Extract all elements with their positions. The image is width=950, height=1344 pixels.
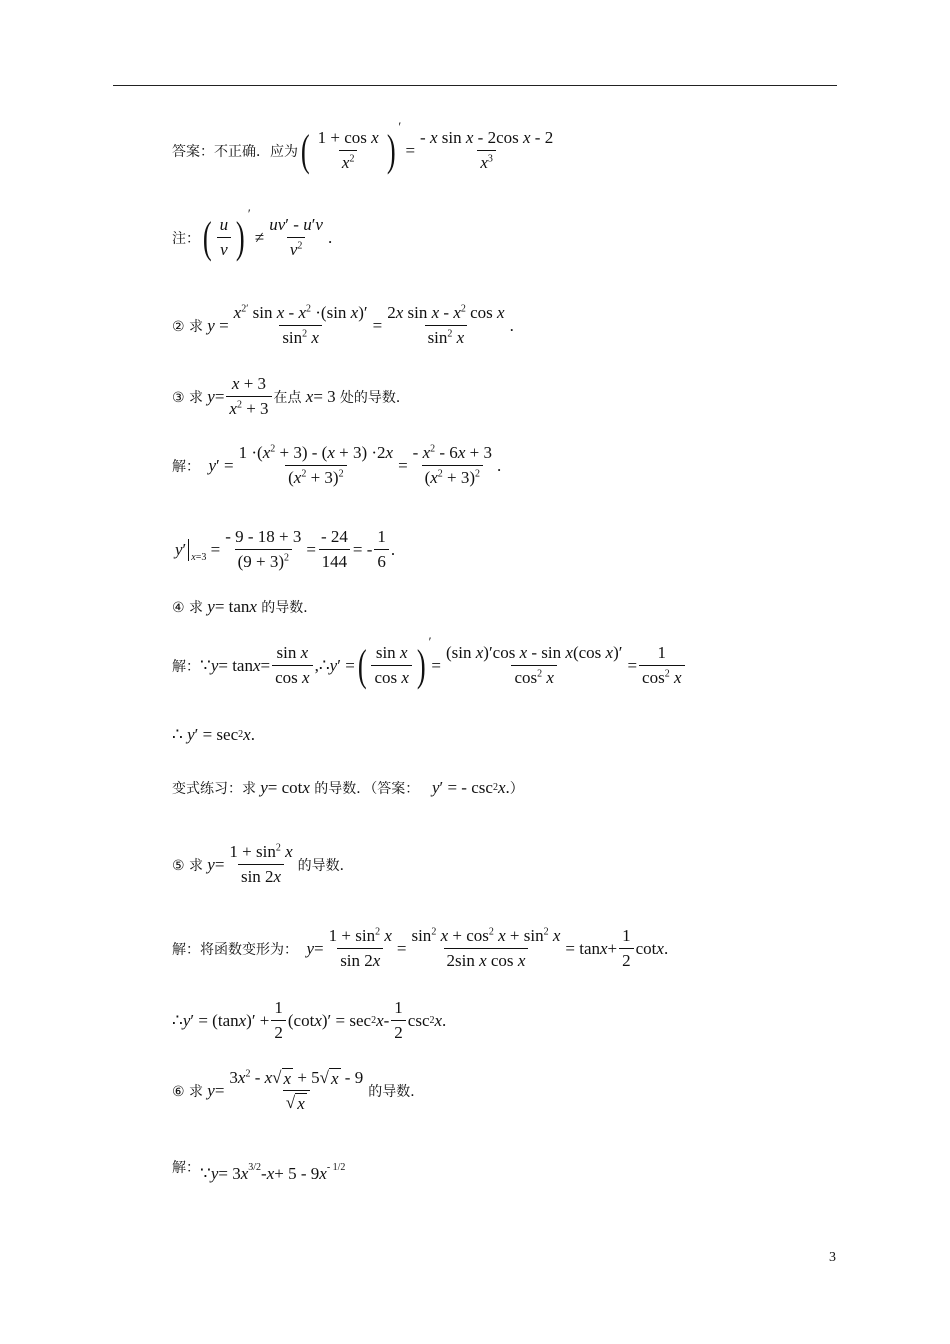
solution-4-line xyxy=(172,633,687,690)
problem-4-line: ④ 求 y = tan x 的导数． xyxy=(172,597,318,616)
formula-6: y ′ $_{x =3}$ = $\frac{- 9 - 18 + 3}{(9 + 3)^2}$ = $\frac{- 24}{144}$ = - $\frac{1}{6}$ . xyxy=(175,527,396,571)
formula-2: ( $\frac{u}{v}$ ) ′ ≠ $\frac{uv' - u'v}{v^2}$ . xyxy=(202,205,333,262)
formula-3: y = $\frac{x^{2'} \sin x - x^2 \cdot(\sin x)'}{\sin^2 x}$ = $\frac{2x \sin x - x^2 \cos x}{\sin^2 x}$ . xyxy=(207,303,514,347)
note-line xyxy=(172,205,333,262)
problem-6-label: ⑥ 求 xyxy=(172,1083,204,1100)
variant-line: 变式练习：求 y = cot x 的导数．（答案： y ′ = - csc 2 x . ） xyxy=(172,778,524,797)
solution-6-label: 解： xyxy=(172,1160,200,1176)
answer-line xyxy=(172,118,558,175)
problem-5-line: ⑤ 求 y = $\frac{1 + \sin^2 x}{\sin 2x}$ 的导数． xyxy=(172,842,354,886)
problem-4-label: ④ 求 xyxy=(172,600,204,616)
page-number: 3 xyxy=(829,1250,836,1265)
formula-4: y = $\frac{x + 3}{x^2 + 3}$ xyxy=(203,374,274,419)
solution-label-2: 解： xyxy=(172,658,200,675)
result-4-line xyxy=(172,725,255,745)
solution-5-line xyxy=(172,926,668,971)
formula-1: ( $\frac{\text{1 + cos x}}{x^2}$ ) ′ = $\frac{\text{- x sin x - 2cos x - 2}}{x^3}$ xyxy=(300,118,554,175)
answer-label: 答案：不正确．应为 xyxy=(172,143,298,160)
formula-13: ∴ y ′ = (tan x )′ + $\frac{1}{2}$ (cot x )′ = sec 2 x - $\frac{1}{2}$ csc 2 x . xyxy=(172,998,447,1042)
solution-6-line xyxy=(172,1150,345,1184)
problem-6-line: ⑥ 求 y = $3x^2 - x√$ x + 5√ x - 9 √ x 的导数． xyxy=(172,1068,425,1113)
formula-8: ∵ y = tan x = $\frac{\text{sin x}}{\text{cos x}}$ ,∴ y ′ = ( $\frac{\text{sin x}}{\text{cos x}}$ ) ′ = $\frac{\text{(sin x)′cos x - sin x(cos x)′}}{\cos^2 x}$ = $\frac{1}{\cos^2 x}$ xyxy=(200,643,687,688)
problem-5-label: ⑤ 求 xyxy=(172,857,204,874)
formula-11: y = $\frac{1 + \sin^2 x}{\sin 2x}$ xyxy=(207,842,293,886)
formula-14: y = $3x^2 - x√$ x + 5√ x - 9 √ x xyxy=(207,1068,364,1113)
formula-12: y = $\frac{1 + \sin^2 x}{\sin 2x}$ = $\frac{\sin^2 x + \cos^2 x + \sin^2 x}{\text{2sin x cos x}}$ = tan x + $\frac{1}{2}$ cot x . xyxy=(306,926,669,970)
note-label: 注： xyxy=(172,230,200,247)
variant-label: 变式练习：求 xyxy=(172,781,256,797)
solution-3-line xyxy=(172,443,501,488)
formula-5: y ′ = $\frac{1 \cdot(x^2 + 3) - (x + 3) \cdot 2x}{(x^2 + 3)^2}$ = $\frac{- x^2 - 6x + 3}{(x^2 + 3)^2}$ . xyxy=(208,443,502,487)
formula-9: ∴ y ′ = sec 2 x . xyxy=(172,725,255,744)
solution-label: 解： xyxy=(172,458,200,475)
solution-5-label: 解：将函数变形为： xyxy=(172,941,298,958)
result-5-line xyxy=(172,998,446,1043)
evaluation-line xyxy=(175,527,395,572)
problem-2-label: ② 求 xyxy=(172,318,204,335)
problem-3-line: ③ 求 y = $\frac{x + 3}{x^2 + 3}$ 在点 x = 3 处的导数． xyxy=(172,374,410,418)
header-rule xyxy=(113,85,837,86)
problem-3-label: ③ 求 xyxy=(172,389,204,406)
formula-15: ∵ y = 3 x $^{3/2}$ - x + 5 - 9 x $^{- 1/2}$ xyxy=(200,1162,346,1183)
problem-2-line xyxy=(172,303,514,348)
